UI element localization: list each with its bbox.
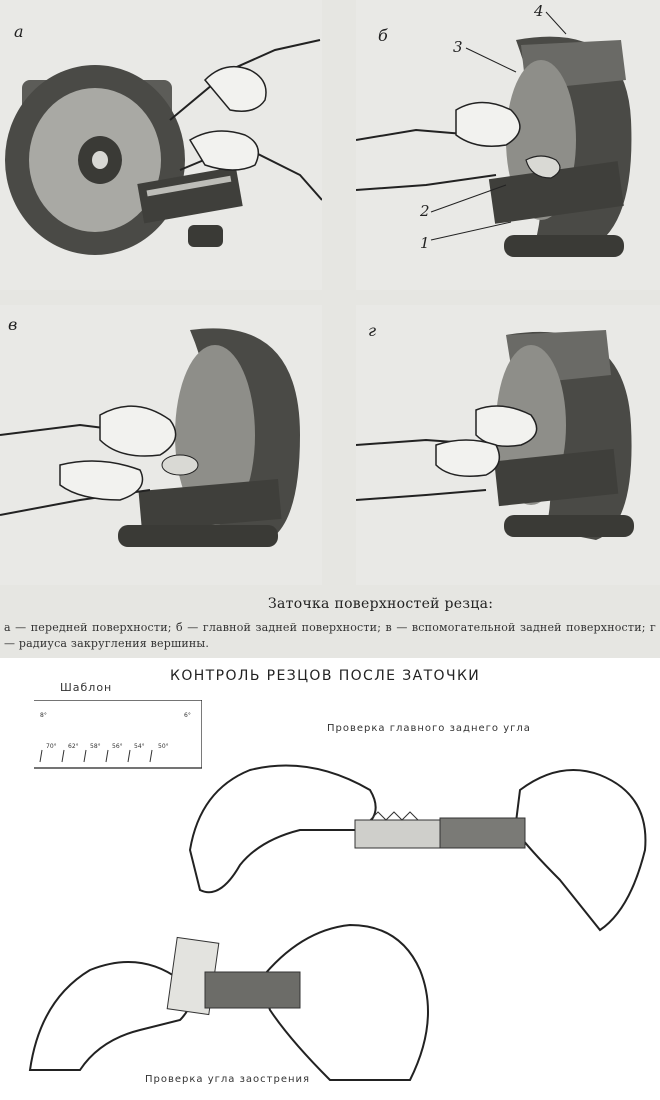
- template-angle: 8°: [40, 712, 47, 719]
- right-hand-outline: [515, 770, 645, 930]
- callout-3: 3: [453, 38, 463, 56]
- template-angle: 70°: [46, 743, 57, 750]
- template-label: Шаблон: [60, 681, 113, 694]
- callout-1: 1: [420, 234, 430, 252]
- grinder-auxiliary-illustration: [0, 305, 322, 585]
- control-title: КОНТРОЛЬ РЕЗЦОВ ПОСЛЕ ЗАТОЧКИ: [170, 668, 481, 684]
- panel-label: г: [368, 321, 377, 340]
- template-angle: 50°: [158, 743, 169, 750]
- panel-label: в: [8, 315, 18, 334]
- control-illustrations: [0, 680, 660, 1100]
- caption-title: Заточка поверхностей резца:: [268, 596, 494, 612]
- cutter-shank: [440, 818, 525, 848]
- grinder-side-illustration: [356, 0, 660, 290]
- panel-g: [356, 305, 660, 585]
- callout-2: 2: [420, 202, 430, 220]
- left-hand-outline: [30, 962, 190, 1070]
- check-wedge-angle-label: Проверка угла заострения: [145, 1074, 311, 1085]
- check-main-clearance-label: Проверка главного заднего угла: [327, 723, 531, 734]
- panel-a: [0, 0, 322, 290]
- panel-label: б: [378, 26, 388, 45]
- gauge-plate: [355, 820, 445, 848]
- callout-4: 4: [534, 2, 544, 20]
- caption-body: а — передней поверхности; б — главной задней поверхности; в — вспомогательной задней поверхности; г — радиуса закругления вершины.: [4, 621, 656, 650]
- template-angle: 58°: [90, 743, 101, 750]
- template-angle: 6°: [184, 712, 191, 719]
- cutter-shank: [205, 972, 300, 1008]
- template-angle: 54°: [134, 743, 145, 750]
- panel-label: а: [14, 22, 24, 41]
- template-angle: 62°: [68, 743, 79, 750]
- template-angle: 56°: [112, 743, 123, 750]
- panel-v: [0, 305, 322, 585]
- grinder-radius-illustration: [356, 305, 660, 585]
- panel-b: [356, 0, 660, 290]
- left-hand-outline: [190, 766, 376, 893]
- grinder-front-illustration: [0, 0, 322, 290]
